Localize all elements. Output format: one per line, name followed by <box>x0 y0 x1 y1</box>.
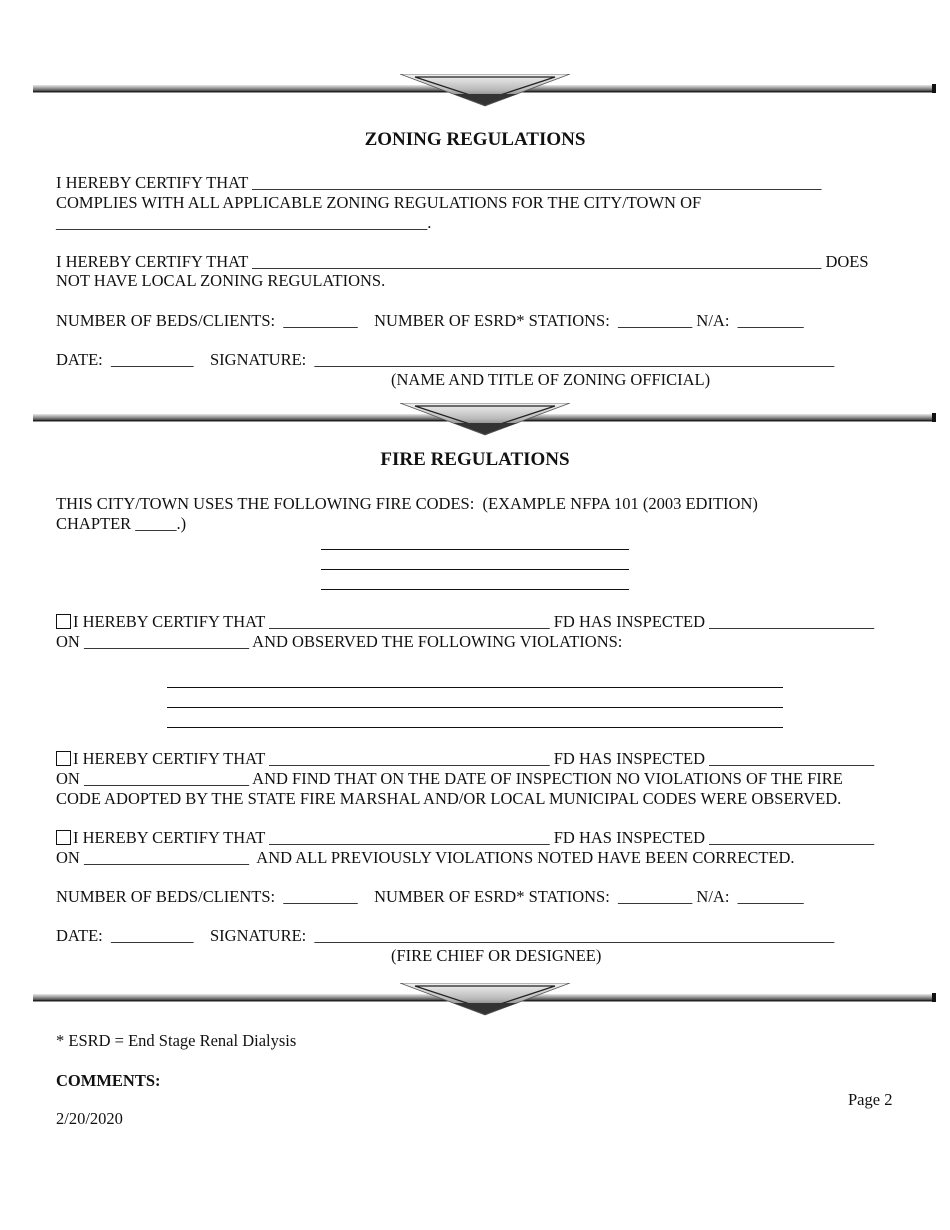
fire-code-blank-2[interactable] <box>321 569 629 570</box>
page-number: Page 2 <box>848 1090 893 1109</box>
fire-cert-no-violations-on: ON ____________________ AND FIND THAT ON THE DATE OF INSPECTION NO VIOLATIONS OF THE FIRE <box>56 769 843 788</box>
zoning-no-regs-line: I HEREBY CERTIFY THAT _____________________________________________________________________ DOES <box>56 252 869 271</box>
violations-checkbox[interactable] <box>56 614 71 629</box>
zoning-beds-stations: NUMBER OF BEDS/CLIENTS: _________ NUMBER OF ESRD* STATIONS: _________ N/A: ________ <box>56 311 804 330</box>
revision-date: 2/20/2020 <box>56 1109 123 1128</box>
fire-cert-violations-on: ON ____________________ AND OBSERVED THE FOLLOWING VIOLATIONS: <box>56 632 623 651</box>
fire-cert-no-violations-line: I HEREBY CERTIFY THAT __________________________________ FD HAS INSPECTED ____________________ <box>73 749 875 768</box>
fire-cert-corrected-line: I HEREBY CERTIFY THAT __________________________________ FD HAS INSPECTED ____________________ <box>73 828 875 847</box>
no-violations-checkbox[interactable] <box>56 751 71 766</box>
zoning-no-regs-text: NOT HAVE LOCAL ZONING REGULATIONS. <box>56 271 386 290</box>
fire-cert-no-violations-row <box>56 749 874 769</box>
top-divider <box>33 74 936 114</box>
fire-chief-caption: (FIRE CHIEF OR DESIGNEE) <box>391 946 602 965</box>
esrd-footnote: * ESRD = End Stage Renal Dialysis <box>56 1031 297 1050</box>
fire-cert-violations-line: I HEREBY CERTIFY THAT __________________________________ FD HAS INSPECTED ____________________ <box>73 612 875 631</box>
fire-code-blank-3[interactable] <box>321 589 629 590</box>
zoning-complies-text: COMPLIES WITH ALL APPLICABLE ZONING REGULATIONS FOR THE CITY/TOWN OF <box>56 193 702 212</box>
bottom-divider <box>33 983 936 1023</box>
fire-code-blank-1[interactable] <box>321 549 629 550</box>
zoning-date-signature: DATE: __________ SIGNATURE: _______________________________________________________________ <box>56 350 835 369</box>
violation-blank-3[interactable] <box>167 727 783 728</box>
corrected-checkbox[interactable] <box>56 830 71 845</box>
fire-chapter-text: CHAPTER _____.) <box>56 514 187 533</box>
zoning-title: ZONING REGULATIONS <box>364 129 586 150</box>
violation-blank-1[interactable] <box>167 687 783 688</box>
fire-cert-corrected-on: ON ____________________ AND ALL PREVIOUSLY VIOLATIONS NOTED HAVE BEEN CORRECTED. <box>56 848 795 867</box>
fire-date-signature: DATE: __________ SIGNATURE: _______________________________________________________________ <box>56 926 835 945</box>
fire-beds-stations: NUMBER OF BEDS/CLIENTS: _________ NUMBER OF ESRD* STATIONS: _________ N/A: ________ <box>56 887 804 906</box>
comments-label: COMMENTS: <box>56 1071 161 1090</box>
fire-cert-violations-row <box>56 612 874 632</box>
fire-cert-corrected-row <box>56 828 874 848</box>
middle-divider <box>33 403 936 443</box>
zoning-certify-line: I HEREBY CERTIFY THAT _____________________________________________________________________ <box>56 173 822 192</box>
zoning-official-caption: (NAME AND TITLE OF ZONING OFFICIAL) <box>391 370 711 389</box>
fire-codes-text: THIS CITY/TOWN USES THE FOLLOWING FIRE CODES: (EXAMPLE NFPA 101 (2003 EDITION) <box>56 494 758 513</box>
violation-blank-2[interactable] <box>167 707 783 708</box>
fire-title: FIRE REGULATIONS <box>380 449 570 470</box>
fire-cert-no-violations-code: CODE ADOPTED BY THE STATE FIRE MARSHAL AND/OR LOCAL MUNICIPAL CODES WERE OBSERVED. <box>56 789 842 808</box>
zoning-city-blank: _____________________________________________. <box>56 213 432 232</box>
